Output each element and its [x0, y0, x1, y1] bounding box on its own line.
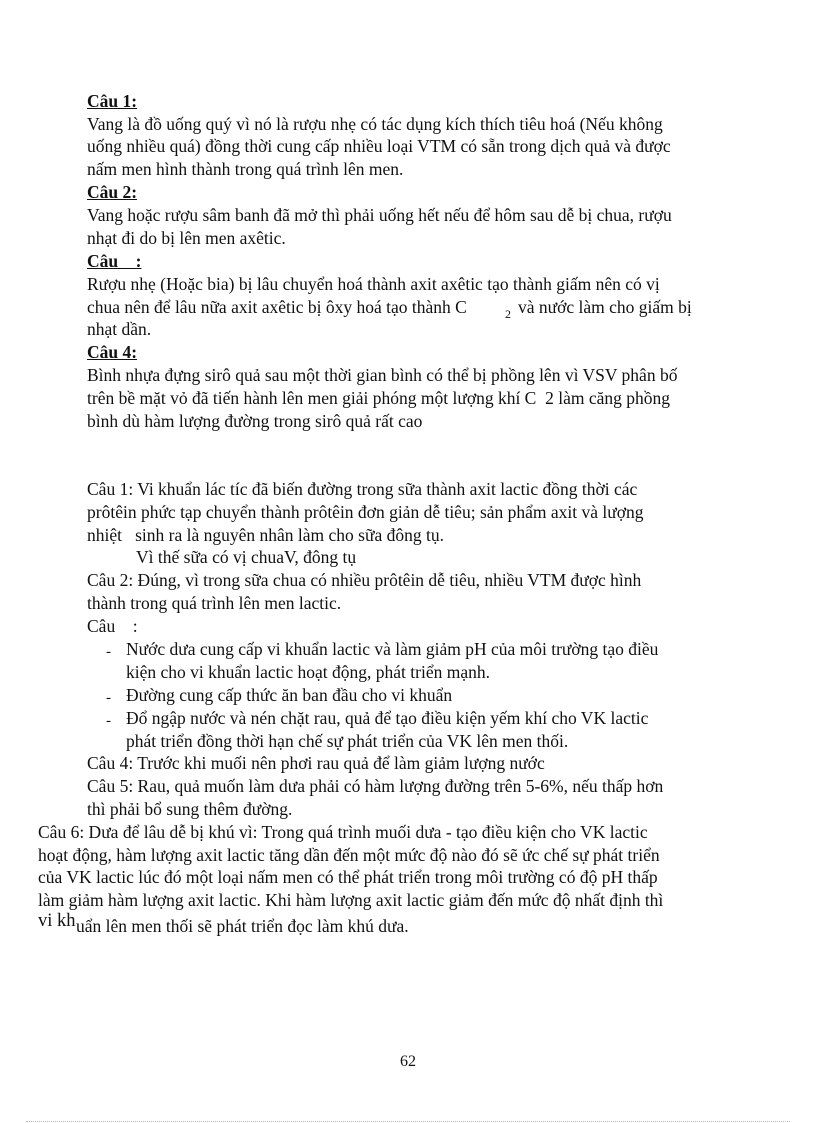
q1-line: nấm men hình thành trong quá trình lên men. [87, 159, 404, 179]
p2-q6-line: làm giảm hàm lượng axit lactic. Khi hàm lượng axit lactic giảm đến mức độ nhất định thì [38, 890, 664, 910]
p2-q3-bullet: kiện cho vi khuẩn lactic hoạt động, phát triển mạnh. [126, 662, 490, 682]
bullet-dash-icon: - [106, 713, 111, 729]
q2-line: nhạt đi do bị lên men axêtic. [87, 228, 286, 248]
p2-q6-line: vi kh [38, 911, 76, 931]
q3-line: chua nên để lâu nữa axit axêtic bị ôxy hoá tạo thành C [87, 297, 467, 317]
q1-line: uống nhiều quá) đồng thời cung cấp nhiều loại VTM có sẵn trong dịch quả và được [87, 136, 671, 156]
p2-q6-line: của VK lactic lúc đó một loại nấm men có thể phát triển trong môi trường có độ pH thấp [38, 867, 658, 887]
p2-q6-line: uẩn lên men thối sẽ phát triển đọc làm khú dưa. [76, 916, 409, 936]
p2-q3-bullet: phát triển đồng thời hạn chế sự phát triển của VK lên men thối. [126, 731, 569, 751]
q1-line: Vang là đồ uống quý vì nó là rượu nhẹ có tác dụng kích thích tiêu hoá (Nếu không [87, 114, 663, 134]
p2-q5-line: thì phải bổ sung thêm đường. [87, 799, 293, 819]
page-bottom-border [26, 1121, 790, 1122]
q4-heading: Câu 4: [87, 342, 138, 362]
p2-q1-line: prôtêin phức tạp chuyển thành prôtêin đơn giản dễ tiêu; sản phẩm axit và lượng [87, 502, 644, 522]
p2-q3-label: Câu : [87, 616, 138, 636]
p2-q1-line: Câu 1: Vi khuẩn lác tíc đã biến đường trong sữa thành axit lactic đồng thời các [87, 479, 638, 499]
q2-line: Vang hoặc rượu sâm banh đã mở thì phải uống hết nếu để hôm sau dễ bị chua, rượu [87, 205, 672, 225]
p2-q6-line: hoạt động, hàm lượng axit lactic tăng dần đến một mức độ nào đó sẽ ức chế sự phát triển [38, 845, 660, 865]
bullet-dash-icon: - [106, 644, 111, 660]
p2-q1-line: Vì thế sữa có vị chuaV, đông tụ [136, 547, 357, 567]
q3-line: nhạt dần. [87, 319, 152, 339]
p2-q6-line: Câu 6: Dưa để lâu dễ bị khú vì: Trong quá trình muối dưa - tạo điều kiện cho VK lactic [38, 822, 648, 842]
p2-q4-line: Câu 4: Trước khi muối nên phơi rau quả để làm giảm lượng nước [87, 753, 545, 773]
bullet-dash-icon: - [106, 690, 111, 706]
p2-q2-line: thành trong quá trình lên men lactic. [87, 593, 342, 613]
p2-q5-line: Câu 5: Rau, quả muốn làm dưa phải có hàm lượng đường trên 5-6%, nếu thấp hơn [87, 776, 664, 796]
page-number: 62 [400, 1053, 416, 1070]
q3-heading: Câu : [87, 251, 142, 271]
q3-line: Rượu nhẹ (Hoặc bia) bị lâu chuyển hoá thành axit axêtic tạo thành giấm nên có vị [87, 274, 660, 294]
q4-line: bình dù hàm lượng đường trong sirô quả rất cao [87, 411, 423, 431]
p2-q1-line: nhiệt sinh ra là nguyên nhân làm cho sữa đông tụ. [87, 525, 444, 545]
q4-line: trên bề mặt vỏ đã tiến hành lên men giải phóng một lượng khí C 2 làm căng phồng [87, 388, 671, 408]
q3-line: và nước làm cho giấm bị [518, 297, 692, 317]
q1-heading: Câu 1: [87, 91, 138, 111]
q2-heading: Câu 2: [87, 182, 138, 202]
p2-q3-bullet: Đường cung cấp thức ăn ban đầu cho vi khuẩn [126, 685, 453, 705]
p2-q3-bullet: Đổ ngập nước và nén chặt rau, quả để tạo điều kiện yếm khí cho VK lactic [126, 708, 649, 728]
p2-q3-bullet: Nước dưa cung cấp vi khuẩn lactic và làm giảm pH của môi trường tạo điều [126, 639, 659, 659]
q4-line: Bình nhựa đựng sirô quả sau một thời gian bình có thể bị phồng lên vì VSV phân bố [87, 365, 678, 385]
p2-q2-line: Câu 2: Đúng, vì trong sữa chua có nhiều prôtêin dễ tiêu, nhiều VTM được hình [87, 570, 642, 590]
q3-subscript: 2 [505, 307, 511, 321]
